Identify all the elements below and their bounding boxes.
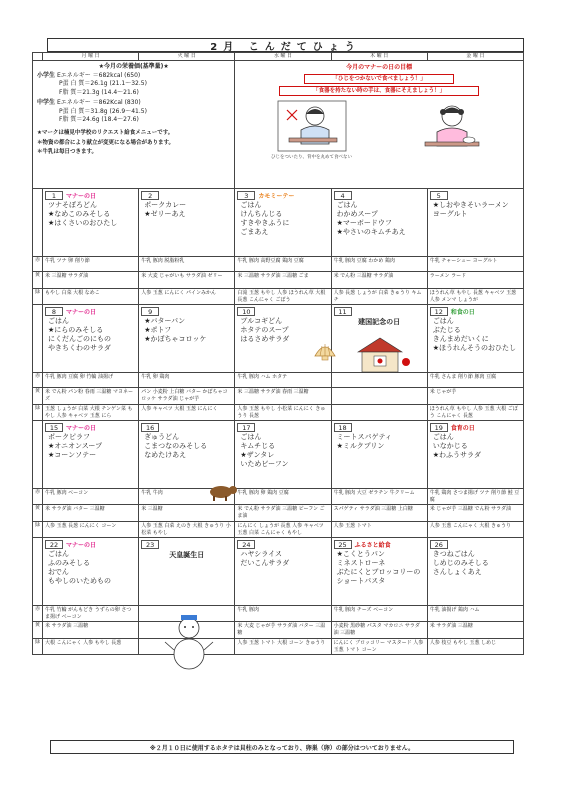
dish-item: なめたけあえ xyxy=(144,451,187,459)
dish-item: ★こくとうパン xyxy=(336,550,385,558)
day-cell xyxy=(139,305,235,373)
dish-item: ★わふうサラダ xyxy=(432,451,481,459)
day-number: 8 xyxy=(45,307,63,316)
manner-illustrations xyxy=(238,100,520,161)
day-cell xyxy=(427,538,523,606)
dish-item: ★オニオンスープ xyxy=(48,442,103,450)
ingredients-red: 牛乳 牛肉 xyxy=(139,489,235,505)
day-header xyxy=(45,422,138,432)
day-header xyxy=(334,539,427,549)
day-label: ふるさと給食 xyxy=(354,541,391,549)
ingredients-yellow: 米 大麦 じゃがいも サラダ油 ゼリー xyxy=(139,272,235,289)
dish-item: ごはん xyxy=(240,433,262,441)
dish-item: ブルコギどん xyxy=(240,317,283,325)
day-cell xyxy=(139,421,235,489)
ingredients-red: 牛乳 豚肉 卵 鶏肉 豆腐 xyxy=(235,489,331,505)
ingredients-green: 人参 玉葱 長葱 にんにく コーン xyxy=(43,522,139,538)
dish-item: キムチじる xyxy=(240,442,276,450)
day-label: マナーの日 xyxy=(66,308,97,316)
food-group-label: 黄 xyxy=(33,622,43,639)
ingredients-red: 牛乳 ツナ 卵 削り節 xyxy=(43,257,139,272)
dish-item: にくだんごのにもの xyxy=(48,335,111,343)
holiday-name: 天皇誕生日 xyxy=(169,551,205,559)
dish-item: ごはん xyxy=(432,433,454,441)
ingredients-yellow: 米 三温糖 サラダ油 xyxy=(43,272,139,289)
day-header xyxy=(237,306,330,316)
day-number: 16 xyxy=(141,423,159,432)
dish-item: ごはん xyxy=(432,317,454,325)
ingredients-yellow: 米 大麦 じゃが芋 サラダ油 バター 三温糖 xyxy=(235,622,331,639)
weekday-header: 水 曜 日 xyxy=(235,53,331,61)
dish-item: すきやきふうに xyxy=(240,219,290,227)
ingredients-red: 牛乳 豚肉 豆腐 卵 竹輪 油揚げ xyxy=(43,373,139,388)
day-number: 15 xyxy=(45,423,63,432)
ingredients-green: 人参 玉葱 トマト 大根 コーン きゅうり xyxy=(235,639,331,655)
ingredients-red: 牛乳 豚肉 高野豆腐 鶏肉 豆腐 xyxy=(235,257,331,272)
dish-item: ★かぼちゃコロッケ xyxy=(144,335,207,343)
note-milk: ＊牛乳は毎日つきます。 xyxy=(37,148,98,155)
day-label: 和食の日 xyxy=(450,308,475,316)
food-group-label: 緑 xyxy=(33,405,43,421)
good-manner-child-icon xyxy=(417,100,487,152)
day-label: カモミーテー xyxy=(258,192,295,200)
ingredients-green: 大根 こんにゃく 人参 もやし 長葱 xyxy=(43,639,139,655)
weekday-header: 金 曜 日 xyxy=(427,53,523,61)
day-number: 19 xyxy=(430,423,448,432)
page-title: 2月 こんだてひょう xyxy=(47,38,524,52)
ingredients-green: 人参 玉葱 もやし 小松菜 にんにく きゅうり 長葱 xyxy=(235,405,331,421)
dish-item: ミートスパゲティ xyxy=(336,433,392,441)
ingredients-green: 白滝 玉葱 もやし 人参 ほうれん草 大根 長葱 こんにゃく ごぼう xyxy=(235,289,331,305)
food-group-label: 緑 xyxy=(33,289,43,305)
ingredients-green: ほうれん草 もやし 長葱 キャベツ 玉葱 人参 メンマ しょうが xyxy=(427,289,523,305)
dish-item: ごはん xyxy=(240,201,262,209)
dish-item: おでん xyxy=(48,568,69,576)
ingredients-yellow xyxy=(331,388,427,405)
dish-item: ごはん xyxy=(336,201,358,209)
dish-item: きつねごはん xyxy=(432,550,475,558)
elementary-block xyxy=(37,72,230,98)
ingredients-red: 牛乳 鶏肉 さつま揚げ ツナ 削り節 鮭 豆腐 xyxy=(427,489,523,505)
dish-item: ★ゼリーあえ xyxy=(144,210,186,218)
day-header xyxy=(141,539,234,549)
day-cell xyxy=(43,305,139,373)
day-number: 12 xyxy=(430,307,448,316)
week-spacer xyxy=(33,538,43,606)
weekday-header: 火 曜 日 xyxy=(139,53,235,61)
note-request: ★マークは楠見中学校のリクエスト給食メニューです。 xyxy=(37,129,174,136)
weekday-header: 月 曜 日 xyxy=(43,53,139,61)
day-label: マナーの日 xyxy=(66,424,97,432)
ingredients-green: にんにく ブロッコリー マスタード 人参 玉葱 トマト コーン xyxy=(331,639,427,655)
scallop-icon xyxy=(313,340,337,364)
dish-item: ポークピラフ xyxy=(48,433,90,441)
dish-item: ハヤシライス xyxy=(240,550,283,558)
food-group-label: 黄 xyxy=(33,272,43,289)
dish-item: ごはん xyxy=(48,317,69,325)
dish-item: ★コーンソテー xyxy=(48,451,97,459)
day-number: 9 xyxy=(141,307,159,316)
day-number: 25 xyxy=(334,540,352,549)
day-header xyxy=(141,422,234,432)
day-label: マナーの日 xyxy=(66,192,97,200)
day-cell xyxy=(331,421,427,489)
dish-item: いなかじる xyxy=(432,442,468,450)
ingredients-yellow: スパゲティ サラダ油 三温糖 上白糖 xyxy=(331,505,427,522)
ingredients-green: にんにく しょうが 長葱 人参 キャベツ 玉葱 白菜 こんにゃく もやし xyxy=(235,522,331,538)
day-header xyxy=(141,190,234,200)
dish-item: はるさめサラダ xyxy=(240,335,290,343)
week-spacer xyxy=(33,421,43,489)
food-group-label: 赤 xyxy=(33,373,43,388)
day-header xyxy=(334,306,427,316)
ingredients-red: 牛乳 さんま 削り節 豚肉 豆腐 xyxy=(427,373,523,388)
manner-box xyxy=(235,61,524,189)
day-cell xyxy=(235,538,331,606)
dish-item: ポークカレー xyxy=(144,201,187,209)
ingredients-red: 牛乳 豚肉 大豆 ゼラチン 牛クリーム xyxy=(331,489,427,505)
ingredients-green: 玉葱 しょうが 白菜 大根 チンゲン菜 もやし 人参 キャベツ 玉葱 にら xyxy=(43,405,139,421)
day-label: 食育の日 xyxy=(450,424,475,432)
day-number: 11 xyxy=(334,307,352,316)
dish-item: ★ザンタレ xyxy=(240,451,275,459)
ingredients-red: 牛乳 竹輪 がんもどき うずらの卵 さつま揚げ ベーコン xyxy=(43,606,139,622)
corner-cell xyxy=(33,53,43,61)
day-header xyxy=(237,190,330,200)
food-group-label: 赤 xyxy=(33,606,43,622)
week-spacer xyxy=(33,189,43,257)
day-number: 23 xyxy=(141,540,159,549)
day-cell xyxy=(331,189,427,257)
ingredients-red: 牛乳 チャーシュー ヨーグルト xyxy=(427,257,523,272)
dish-item: ミネストローネ xyxy=(336,559,386,567)
day-number: 24 xyxy=(237,540,255,549)
manner-slogan-2: 「食器を持たない時の手は、食器にそえましょう！」 xyxy=(279,86,479,96)
junior-energy: Eエネルギー ＝862Kcal (830) xyxy=(56,99,141,106)
ingredients-green: 人参 玉葱 こんにゃく 大根 きゅうり xyxy=(427,522,523,538)
day-number: 22 xyxy=(45,540,63,549)
junior-fat: F脂 質＝24.6g (18.4～27.6) xyxy=(59,116,139,123)
dish-item: ★なめこのみそしる xyxy=(48,210,111,218)
dish-item: やきちくわのサラダ xyxy=(48,344,111,352)
dish-item: ふのみそしる xyxy=(48,559,90,567)
elementary-protein: P蛋 白 質＝26.1g (21.1～32.5) xyxy=(59,80,147,87)
day-header xyxy=(141,306,234,316)
day-cell xyxy=(43,189,139,257)
dish-item: ホタテのスープ xyxy=(240,326,289,334)
ingredients-yellow: 米 じゃが芋 xyxy=(427,388,523,405)
dish-item: だいこんサラダ xyxy=(240,559,290,567)
ingredients-green: 人参 枝豆 もやし 玉葱 しめじ xyxy=(427,639,523,655)
elbow-child-icon xyxy=(277,100,347,152)
snowman-icon xyxy=(163,612,215,672)
dish-item: ★ポトフ xyxy=(144,326,172,334)
ingredients-yellow: 米 三温糖 xyxy=(139,505,235,522)
day-header xyxy=(45,306,138,316)
dish-item: さんしょくあえ xyxy=(432,568,482,576)
day-number: 3 xyxy=(237,191,255,200)
day-number: 10 xyxy=(237,307,255,316)
elementary-label: 小学生 xyxy=(37,71,56,79)
ingredients-yellow: 米 三温糖 サラダ油 三温糖 ごま xyxy=(235,272,331,289)
dish-item: きんまめだいくに xyxy=(432,335,489,343)
ingredients-yellow: 米 でん粉 サラダ油 三温糖 ビーフン ごま油 xyxy=(235,505,331,522)
junior-block xyxy=(37,99,230,125)
ingredients-green: 人参 玉葱 白菜 えのき 大根 きゅうり 小松菜 もやし xyxy=(139,522,235,538)
ingredients-yellow: 米 じゃが芋 三温糖 でん粉 サラダ油 xyxy=(427,505,523,522)
dish-item: ぶたにくとブロッコリーの xyxy=(336,568,421,576)
dish-item: ごまあえ xyxy=(240,228,269,236)
day-number: 5 xyxy=(430,191,448,200)
dish-item: いためビーフン xyxy=(240,460,289,468)
cow-icon xyxy=(205,482,239,502)
manner-title: 今月のマナーの日の目標 xyxy=(346,64,413,71)
day-number: 26 xyxy=(430,540,448,549)
house-flag-icon xyxy=(352,336,412,376)
dish-item: ★ほうれんそうのおひたし xyxy=(432,344,517,352)
ingredients-red: 牛乳 油揚げ 鶏肉 ハム xyxy=(427,606,523,622)
day-cell xyxy=(139,189,235,257)
elementary-energy: Eエネルギー ＝682kcal (650) xyxy=(56,71,141,79)
day-header xyxy=(430,190,523,200)
day-cell xyxy=(235,421,331,489)
nutrition-heading: ★今月の栄養価(基準量)★ xyxy=(98,63,169,70)
ingredients-red: 牛乳 豚肉 脱脂粉乳 xyxy=(139,257,235,272)
day-cell xyxy=(427,189,523,257)
ingredients-yellow: 小麦粉 黒砂糖 パスタ マカロニ サラダ油 三温糖 xyxy=(331,622,427,639)
ingredients-green: ほうれん草 もやし 人参 玉葱 大根 ごぼう こんにゃく 長葱 xyxy=(427,405,523,421)
weekday-header: 木 曜 日 xyxy=(331,53,427,61)
ingredients-yellow: 米 サラダ油 三温糖 xyxy=(427,622,523,639)
ingredients-green: 人参 玉葱 トマト xyxy=(331,522,427,538)
day-number: 2 xyxy=(141,191,159,200)
day-cell xyxy=(235,189,331,257)
holiday-name: 建国記念の日 xyxy=(358,318,401,326)
dish-item: ★しおやきそいラーメン xyxy=(432,201,509,209)
dish-item: ショートパスタ xyxy=(336,577,386,585)
ingredients-yellow: 米 サラダ油 三温糖 xyxy=(43,622,139,639)
dish-item: わかめスープ xyxy=(336,210,378,218)
day-cell xyxy=(427,421,523,489)
day-cell xyxy=(139,538,235,606)
ingredients-yellow: ラーメン ラード xyxy=(427,272,523,289)
day-header xyxy=(430,306,523,316)
dish-item: ツナそぼろどん xyxy=(48,201,97,209)
day-header xyxy=(237,422,330,432)
junior-protein: P蛋 白 質＝31.8g (26.9～41.5) xyxy=(59,107,147,115)
ingredients-green: もやし 白菜 大根 なめこ xyxy=(43,289,139,305)
dish-item: こまつなのみそしる xyxy=(144,442,208,450)
ingredients-red: 牛乳 豚肉 チーズ ベーコン xyxy=(331,606,427,622)
dish-item: ★ミルクプリン xyxy=(336,442,385,450)
food-group-label: 黄 xyxy=(33,505,43,522)
day-cell xyxy=(43,538,139,606)
day-cell xyxy=(43,421,139,489)
day-cell xyxy=(427,305,523,373)
notice-box: ※２月１０日に使用するホタテは貝柱のみとなっており、卵巣（卵）の部分はついておりません。 xyxy=(50,740,514,754)
ingredients-red: 牛乳 卵 鶏肉 xyxy=(139,373,235,388)
dish-item: ★はくさいのおひたし xyxy=(48,219,118,227)
ingredients-yellow: 米 三温糖 サラダ油 春雨 三温糖 xyxy=(235,388,331,405)
manner-slogan-1: 「ひじをつかないで食べましょう！」 xyxy=(304,74,454,84)
food-group-label: 緑 xyxy=(33,522,43,538)
dish-item: ★バターパン xyxy=(144,317,186,325)
dish-item: ぎゅうどん xyxy=(144,433,180,441)
day-number: 17 xyxy=(237,423,255,432)
junior-label: 中学生 xyxy=(37,99,56,106)
manner-caption: ひじをついたり、背中を丸めて食べない xyxy=(271,155,353,160)
ingredients-red: 牛乳 豚肉 xyxy=(235,606,331,622)
dish-item: ★にらのみそしる xyxy=(48,326,104,334)
day-header xyxy=(334,190,427,200)
day-label: マナーの日 xyxy=(66,541,97,549)
dish-item: ヨーグルト xyxy=(432,210,468,218)
elementary-fat: F脂 質＝21.3g (14.4～21.6) xyxy=(59,88,139,96)
day-number: 18 xyxy=(334,423,352,432)
week-spacer xyxy=(33,305,43,373)
food-group-label: 赤 xyxy=(33,489,43,505)
dish-item: しめじのみそしる xyxy=(432,559,489,567)
day-header xyxy=(334,422,427,432)
ingredients-green xyxy=(331,405,427,421)
ingredients-yellow: 米 でん粉 三温糖 サラダ油 xyxy=(331,272,427,289)
food-group-label: 黄 xyxy=(33,388,43,405)
day-header xyxy=(237,539,330,549)
day-header xyxy=(45,539,138,549)
ingredients-green: 人参 玉葱 にんにく パインみかん xyxy=(139,289,235,305)
ingredients-red: 牛乳 豚肉 ベーコン xyxy=(43,489,139,505)
ingredients-yellow: 米 でん粉 パン粉 春雨 三温糖 マヨネーズ xyxy=(43,388,139,405)
ingredients-green: 人参 キャベツ 大根 玉葱 にんにく xyxy=(139,405,235,421)
dish-item: ★やさいのキムチあえ xyxy=(336,228,406,236)
dish-item: ごはん xyxy=(48,550,69,558)
dish-item: もやしのいためもの xyxy=(48,577,111,585)
day-header xyxy=(430,422,523,432)
dish-item: けんちんじる xyxy=(240,210,283,218)
note-change: ＊物資の都合により献立が変更になる場合があります。 xyxy=(37,140,175,146)
ingredients-red: 牛乳 豚肉 豆腐 わかめ 鶏肉 xyxy=(331,257,427,272)
ingredients-yellow: パン 小麦粉 上白糖 バター かぼちゃコロッケ サラダ油 じゃが芋 xyxy=(139,388,235,405)
nutrition-box xyxy=(33,61,235,189)
ingredients-green: 人参 長葱 しょうが 白菜 きゅうり キムチ xyxy=(331,289,427,305)
day-header xyxy=(45,190,138,200)
food-group-label: 赤 xyxy=(33,257,43,272)
ingredients-red: 牛乳 豚肉 ハム ホタテ xyxy=(235,373,331,388)
dish-item: ぶたじる xyxy=(432,326,461,334)
dish-item: ★マーボードウフ xyxy=(336,219,392,227)
menu-calendar xyxy=(32,52,524,655)
day-number: 1 xyxy=(45,191,63,200)
day-number: 4 xyxy=(334,191,352,200)
day-header xyxy=(430,539,523,549)
ingredients-yellow: 米 サラダ油 バター 三温糖 xyxy=(43,505,139,522)
food-group-label: 緑 xyxy=(33,639,43,655)
day-cell xyxy=(331,538,427,606)
